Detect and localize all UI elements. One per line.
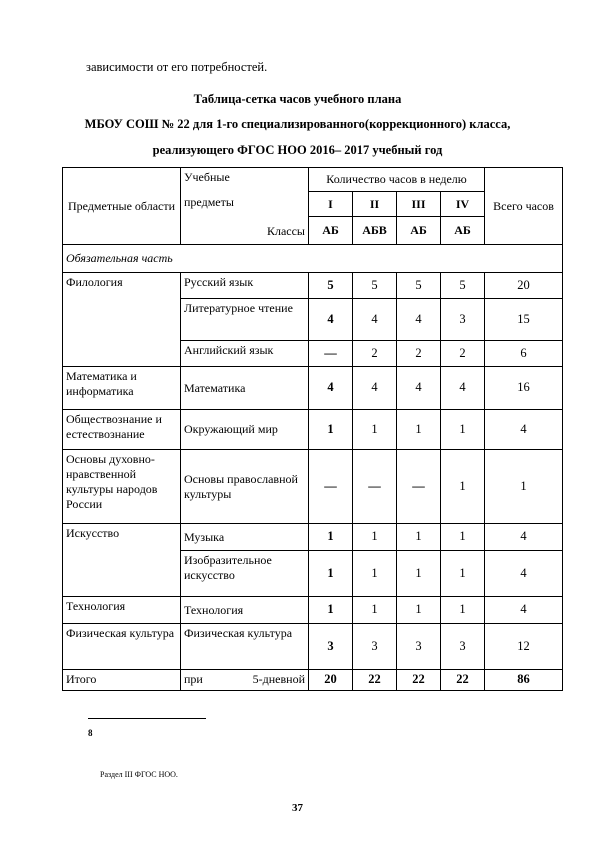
hours-cell: 1 bbox=[309, 524, 353, 551]
footnote-divider bbox=[88, 718, 206, 719]
totals-hours: 22 bbox=[353, 670, 397, 691]
grade-1: I bbox=[309, 192, 353, 217]
total-cell: 4 bbox=[485, 551, 563, 597]
header-subjects-1: Учебные bbox=[184, 170, 230, 184]
subject-cell: Литературное чтение bbox=[181, 299, 309, 341]
letters-4: АБ bbox=[441, 217, 485, 245]
hours-cell: 5 bbox=[397, 273, 441, 299]
hours-cell: 2 bbox=[353, 341, 397, 367]
table-row bbox=[63, 450, 563, 524]
hours-cell: 1 bbox=[441, 524, 485, 551]
section-row bbox=[63, 245, 563, 273]
subject-cell: Окружающий мир bbox=[181, 410, 309, 450]
table-row bbox=[63, 597, 563, 624]
total-cell: 20 bbox=[485, 273, 563, 299]
hours-cell: 1 bbox=[441, 450, 485, 524]
totals-hours: 22 bbox=[397, 670, 441, 691]
area-cell: Технология bbox=[63, 597, 181, 624]
header-row-1 bbox=[63, 168, 563, 192]
hours-cell: 1 bbox=[441, 597, 485, 624]
table-row bbox=[63, 367, 563, 410]
subject-cell: Математика bbox=[181, 367, 309, 410]
page-number: 37 bbox=[292, 802, 303, 814]
hours-cell: 4 bbox=[309, 367, 353, 410]
table-row bbox=[63, 410, 563, 450]
hours-cell: 5 bbox=[353, 273, 397, 299]
table-title-line3: реализующего ФГОС НОО 2016– 2017 учебный год bbox=[152, 143, 443, 157]
subject-cell: Технология bbox=[181, 597, 309, 624]
header-areas: Предметные области bbox=[63, 168, 181, 245]
hours-cell: 4 bbox=[309, 299, 353, 341]
total-cell: 4 bbox=[485, 410, 563, 450]
hours-cell: — bbox=[353, 450, 397, 524]
hours-cell: 1 bbox=[397, 597, 441, 624]
grade-3: III bbox=[397, 192, 441, 217]
totals-label: Итого bbox=[63, 670, 181, 691]
footnote-mark: 8 bbox=[88, 728, 93, 738]
subject-cell: Изобразительное искусство bbox=[181, 551, 309, 597]
hours-cell: 4 bbox=[353, 299, 397, 341]
letters-1: АБ bbox=[309, 217, 353, 245]
subject-cell: Физическая культура bbox=[181, 624, 309, 670]
header-subjects bbox=[181, 168, 309, 245]
total-cell: 6 bbox=[485, 341, 563, 367]
total-cell: 4 bbox=[485, 597, 563, 624]
table-title-line1: Таблица-сетка часов учебного плана bbox=[193, 92, 402, 106]
area-cell: Филология bbox=[63, 273, 181, 367]
totals-mode: 5-дневной bbox=[252, 672, 305, 686]
hours-cell: 1 bbox=[441, 410, 485, 450]
intro-text: зависимости от его потребностей. bbox=[86, 60, 268, 74]
hours-cell: 1 bbox=[397, 524, 441, 551]
hours-cell: 1 bbox=[441, 551, 485, 597]
hours-cell: — bbox=[309, 450, 353, 524]
hours-cell: 3 bbox=[441, 299, 485, 341]
hours-cell: — bbox=[397, 450, 441, 524]
subject-cell: Основы православной культуры bbox=[181, 450, 309, 524]
header-hours: Количество часов в неделю bbox=[309, 168, 485, 192]
total-cell: 4 bbox=[485, 524, 563, 551]
area-cell: Физическая культура bbox=[63, 624, 181, 670]
hours-cell: 4 bbox=[353, 367, 397, 410]
hours-cell: 1 bbox=[397, 410, 441, 450]
area-cell: Математика и информатика bbox=[63, 367, 181, 410]
totals-mode-cell bbox=[181, 670, 309, 691]
hours-cell: 3 bbox=[397, 624, 441, 670]
subject-cell: Английский язык bbox=[181, 341, 309, 367]
hours-cell: 5 bbox=[309, 273, 353, 299]
hours-cell: 3 bbox=[441, 624, 485, 670]
hours-cell: 2 bbox=[441, 341, 485, 367]
header-classes: Классы bbox=[266, 224, 305, 238]
hours-cell: 3 bbox=[309, 624, 353, 670]
hours-cell: 1 bbox=[397, 551, 441, 597]
table-row bbox=[63, 273, 563, 299]
section-title: Обязательная часть bbox=[63, 245, 563, 273]
totals-pri: при bbox=[184, 672, 203, 686]
grade-4: IV bbox=[441, 192, 485, 217]
subject-cell: Русский язык bbox=[181, 273, 309, 299]
hours-cell: 4 bbox=[397, 367, 441, 410]
total-cell: 16 bbox=[485, 367, 563, 410]
hours-table bbox=[62, 167, 563, 691]
hours-cell: 1 bbox=[353, 410, 397, 450]
hours-cell: 5 bbox=[441, 273, 485, 299]
hours-cell: 2 bbox=[397, 341, 441, 367]
hours-cell: — bbox=[309, 341, 353, 367]
table-title-line2: МБОУ СОШ № 22 для 1-го специализированного(коррекционного) класса, bbox=[84, 117, 511, 131]
area-cell: Обществознание и естествознание bbox=[63, 410, 181, 450]
total-cell: 15 bbox=[485, 299, 563, 341]
totals-row bbox=[63, 670, 563, 691]
hours-cell: 1 bbox=[309, 597, 353, 624]
letters-2: АБВ bbox=[353, 217, 397, 245]
totals-total: 86 bbox=[485, 670, 563, 691]
grade-2: II bbox=[353, 192, 397, 217]
subject-cell: Музыка bbox=[181, 524, 309, 551]
table-row bbox=[63, 624, 563, 670]
hours-cell: 1 bbox=[309, 551, 353, 597]
hours-cell: 4 bbox=[397, 299, 441, 341]
totals-hours: 20 bbox=[309, 670, 353, 691]
hours-cell: 1 bbox=[309, 410, 353, 450]
letters-3: АБ bbox=[397, 217, 441, 245]
hours-cell: 1 bbox=[353, 597, 397, 624]
hours-cell: 3 bbox=[353, 624, 397, 670]
header-subjects-2: предметы bbox=[184, 195, 234, 209]
area-cell: Основы духовно-нравственной культуры народов России bbox=[63, 450, 181, 524]
hours-cell: 1 bbox=[353, 524, 397, 551]
table-row bbox=[63, 524, 563, 551]
hours-cell: 1 bbox=[353, 551, 397, 597]
area-cell: Искусство bbox=[63, 524, 181, 597]
header-total: Всего часов bbox=[485, 168, 563, 245]
footnote-text: Раздел III ФГОС НОО. bbox=[100, 770, 178, 779]
total-cell: 1 bbox=[485, 450, 563, 524]
hours-cell: 4 bbox=[441, 367, 485, 410]
total-cell: 12 bbox=[485, 624, 563, 670]
totals-hours: 22 bbox=[441, 670, 485, 691]
